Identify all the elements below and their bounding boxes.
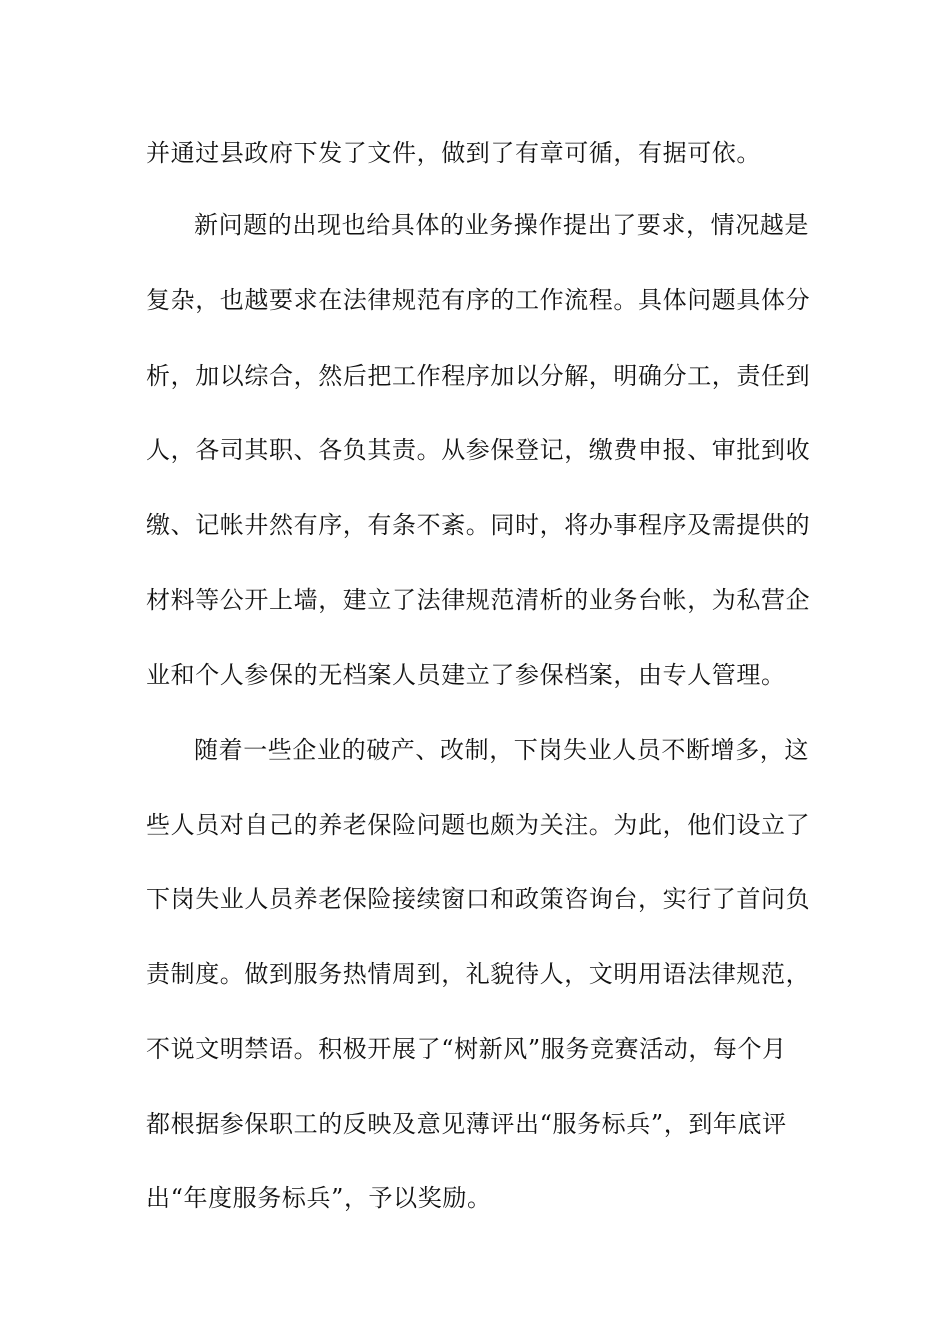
text-line: 出“年度服务标兵”，予以奖励。 <box>146 1184 492 1212</box>
text-line: 些人员对自己的养老保险问题也颇为关注。为此，他们设立了 <box>146 811 811 839</box>
text-line: 析，加以综合，然后把工作程序加以分解，明确分工，责任到 <box>146 362 811 390</box>
text-line: 并通过县政府下发了文件，做到了有章可循，有据可依。 <box>146 139 761 167</box>
text-line: 都根据参保职工的反映及意见薄评出“服务标兵”，到年底评 <box>146 1110 787 1138</box>
text-line: 复杂，也越要求在法律规范有序的工作流程。具体问题具体分 <box>146 286 811 314</box>
text-line: 业和个人参保的无档案人员建立了参保档案，由专人管理。 <box>146 661 786 689</box>
paragraph-first-line: 新问题的出现也给具体的业务操作提出了要求，情况越是 <box>194 211 809 239</box>
text-line: 材料等公开上墙，建立了法律规范清析的业务台帐，为私营企 <box>146 586 811 614</box>
paragraph-first-line: 随着一些企业的破产、改制，下岗失业人员不断增多，这 <box>194 736 809 764</box>
text-line: 缴、记帐井然有序，有条不紊。同时，将办事程序及需提供的 <box>146 511 811 539</box>
text-line: 不说文明禁语。积极开展了“树新风”服务竞赛活动，每个月 <box>146 1035 787 1063</box>
text-line: 人，各司其职、各负其责。从参保登记，缴费申报、审批到收 <box>146 436 811 464</box>
text-line: 下岗失业人员养老保险接续窗口和政策咨询台，实行了首问负 <box>146 885 811 913</box>
text-line: 责制度。做到服务热情周到，礼貌待人，文明用语法律规范， <box>146 960 811 988</box>
